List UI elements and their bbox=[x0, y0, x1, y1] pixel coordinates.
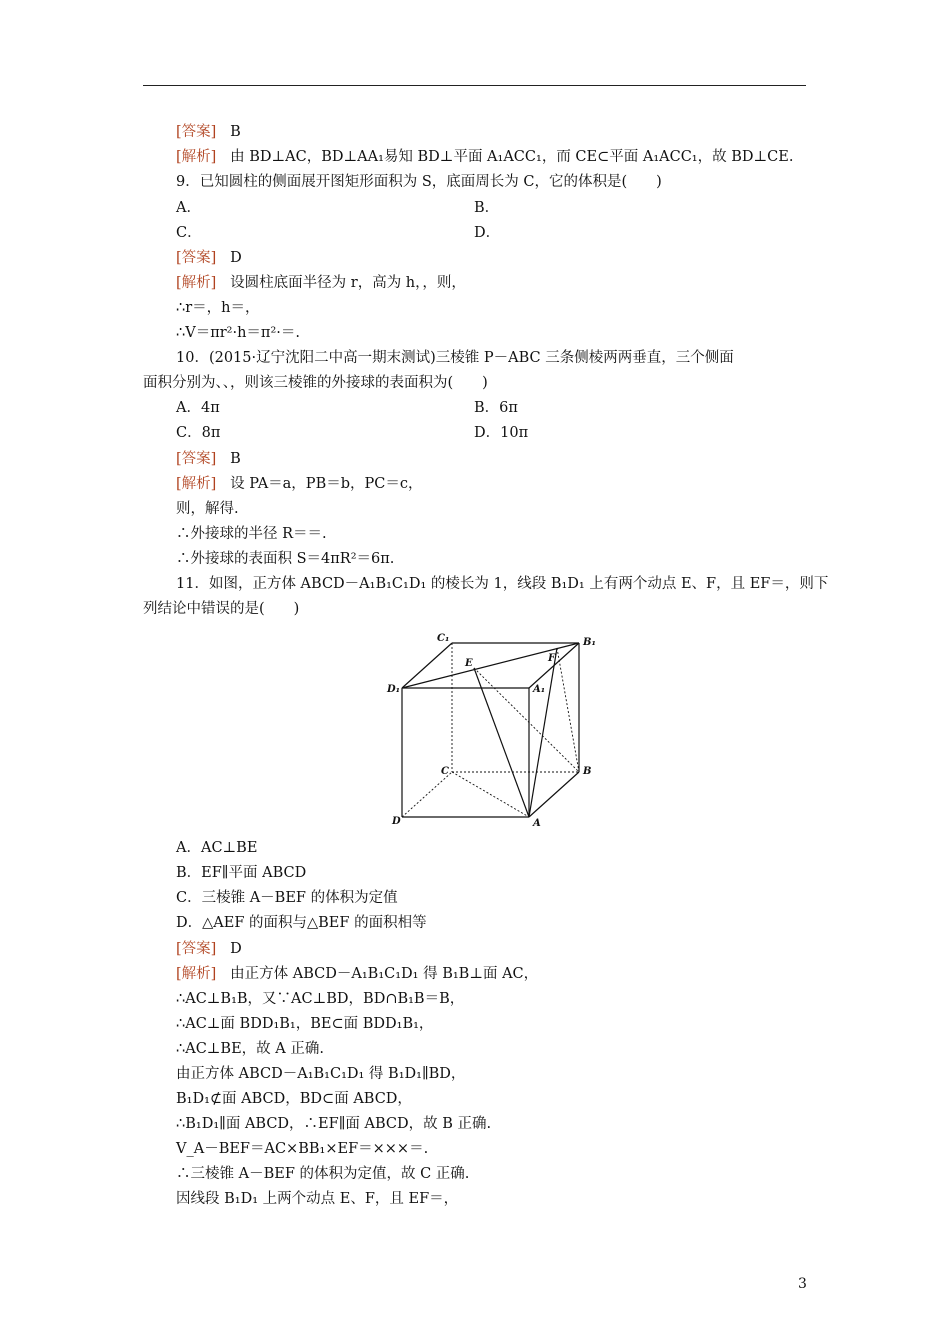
q10-option-a: A．4π bbox=[176, 400, 220, 416]
q9-stem: 9．已知圆柱的侧面展开图矩形面积为 S，底面周长为 C，它的体积是( ) bbox=[176, 174, 662, 190]
q9-option-d: D． bbox=[474, 225, 501, 241]
answer-value: D bbox=[230, 250, 242, 266]
hidden-edge-d-c bbox=[402, 772, 452, 817]
segment-d1-b1 bbox=[402, 643, 579, 688]
label-d: D bbox=[392, 816, 401, 827]
q10-option-b: B．6π bbox=[474, 400, 518, 416]
answer-value: B bbox=[230, 451, 241, 467]
label-d1: D₁ bbox=[387, 684, 401, 695]
page-number: 3 bbox=[798, 1276, 807, 1292]
q11-stem-cont: 列结论中错误的是( ) bbox=[143, 601, 300, 617]
segment-f-a bbox=[529, 648, 557, 817]
q11-analysis-line: ∴B₁D₁∥面 ABCD，∴EF∥面 ABCD，故 B 正确. bbox=[176, 1116, 492, 1132]
q11-answer bbox=[176, 939, 242, 959]
analysis-text: 设圆柱底面半径为 r，高为 h，，则， bbox=[230, 275, 466, 291]
q9-option-b: B． bbox=[474, 200, 500, 216]
q10-stem: 10．(2015·辽宁沈阳二中高一期末测试)三棱锥 P－ABC 三条侧棱两两垂直，三个侧面 bbox=[176, 350, 734, 366]
q9-option-a: A． bbox=[176, 200, 201, 216]
label-c1: C₁ bbox=[437, 633, 450, 644]
q9-analysis-line: ∴V＝πr²·h＝π²·＝. bbox=[176, 325, 300, 341]
q10-analysis-line: ∴外接球的半径 R＝＝. bbox=[176, 526, 327, 542]
answer-tag: [答案] bbox=[176, 451, 217, 467]
q9-option-c: C． bbox=[176, 225, 202, 241]
analysis-tag: [解析] bbox=[176, 275, 217, 291]
q9-analysis bbox=[176, 273, 466, 293]
q11-stem: 11．如图，正方体 ABCD－A₁B₁C₁D₁ 的棱长为 1，线段 B₁D₁ 上有两个动点 E、F，且 EF＝，则下 bbox=[176, 576, 829, 592]
analysis-tag: [解析] bbox=[176, 476, 217, 492]
q11-option-c: C．三棱锥 A－BEF 的体积为定值 bbox=[176, 890, 398, 906]
q10-analysis-line: ∴外接球的表面积 S＝4πR²＝6π. bbox=[176, 551, 395, 567]
analysis-tag: [解析] bbox=[176, 966, 217, 982]
q10-option-c: C．8π bbox=[176, 425, 221, 441]
header-rule bbox=[143, 85, 806, 86]
q8-analysis bbox=[176, 147, 793, 167]
q11-analysis-line: ∴AC⊥B₁B，又∵AC⊥BD，BD∩B₁B＝B， bbox=[176, 991, 465, 1007]
q11-analysis-line: B₁D₁⊄面 ABCD，BD⊂面 ABCD， bbox=[176, 1091, 412, 1107]
q9-analysis-line: ∴r＝，h＝， bbox=[176, 300, 260, 316]
q10-answer bbox=[176, 449, 241, 469]
q11-analysis-line: ∴三棱锥 A－BEF 的体积为定值，故 C 正确. bbox=[176, 1166, 470, 1182]
answer-tag: [答案] bbox=[176, 250, 217, 266]
q11-analysis bbox=[176, 964, 538, 984]
label-a: A bbox=[533, 818, 541, 828]
answer-value: B bbox=[230, 124, 241, 140]
q10-analysis-line: 则，解得. bbox=[176, 501, 239, 517]
answer-tag: [答案] bbox=[176, 124, 217, 140]
segment-e-a bbox=[474, 668, 529, 817]
analysis-text: 由 BD⊥AC，BD⊥AA₁易知 BD⊥平面 A₁ACC₁，而 CE⊂平面 A₁ACC₁，故 BD⊥CE. bbox=[230, 149, 794, 165]
q8-answer bbox=[176, 122, 241, 142]
hidden-segment-c-a bbox=[452, 772, 529, 817]
q11-analysis-line: ∴AC⊥BE，故 A 正确. bbox=[176, 1041, 324, 1057]
edge-a-b bbox=[529, 772, 579, 817]
label-f: F bbox=[548, 653, 556, 664]
label-e: E bbox=[465, 658, 473, 669]
q10-stem-cont: 面积分别为、、，则该三棱锥的外接球的表面积为( ) bbox=[143, 375, 488, 391]
q11-analysis-line: 因线段 B₁D₁ 上两个动点 E、F，且 EF＝， bbox=[176, 1191, 459, 1207]
q11-analysis-line: V_A－BEF＝AC×BB₁×EF＝×××＝. bbox=[176, 1141, 429, 1157]
q10-option-d: D．10π bbox=[474, 425, 529, 441]
cube-figure bbox=[386, 630, 602, 828]
label-a1: A₁ bbox=[533, 684, 546, 695]
label-b1: B₁ bbox=[583, 637, 596, 648]
q9-answer bbox=[176, 248, 242, 268]
answer-tag: [答案] bbox=[176, 941, 217, 957]
label-b: B bbox=[583, 766, 592, 777]
q11-option-d: D．△AEF 的面积与△BEF 的面积相等 bbox=[176, 915, 427, 931]
q11-option-a: A．AC⊥BE bbox=[176, 840, 258, 856]
cube-diagram bbox=[386, 630, 602, 828]
analysis-tag: [解析] bbox=[176, 149, 217, 165]
analysis-text: 由正方体 ABCD－A₁B₁C₁D₁ 得 B₁B⊥面 AC， bbox=[230, 966, 539, 982]
q11-option-b: B．EF∥平面 ABCD bbox=[176, 865, 307, 881]
q10-analysis bbox=[176, 474, 422, 494]
q11-analysis-line: 由正方体 ABCD－A₁B₁C₁D₁ 得 B₁D₁∥BD， bbox=[176, 1066, 466, 1082]
label-c: C bbox=[441, 766, 449, 777]
q11-analysis-line: ∴AC⊥面 BDD₁B₁，BE⊂面 BDD₁B₁， bbox=[176, 1016, 434, 1032]
answer-value: D bbox=[230, 941, 242, 957]
analysis-text: 设 PA＝a，PB＝b，PC＝c， bbox=[230, 476, 423, 492]
